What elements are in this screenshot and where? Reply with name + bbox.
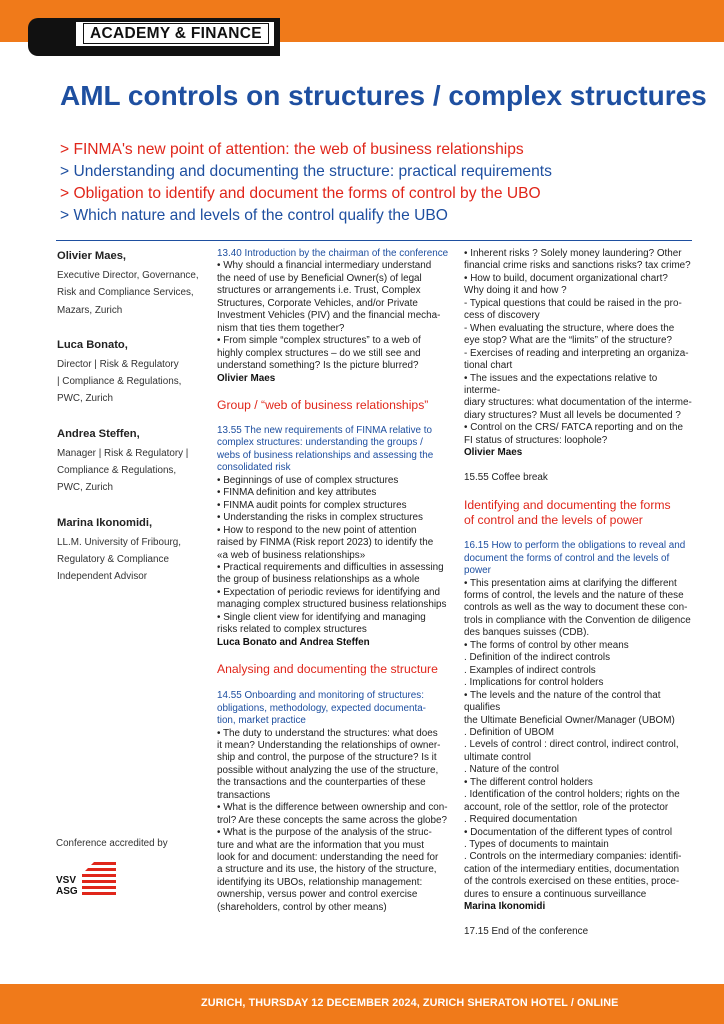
session-line: Why doing it and how ? [464,285,567,297]
speaker-desc: LL.M. University of Fribourg, [57,536,182,548]
speaker-name: Marina Ikonomidi, [57,516,153,529]
session-line: trols in compliance with the Convention de diligence [464,614,691,626]
session-line: tional chart [464,360,513,372]
session-line: (shareholders, control by other means) [217,901,387,913]
session-title: webs of business relationships and assessing the [217,449,434,461]
session-line: account, role of the settlor, role of the protector [464,801,669,813]
speaker-desc: Compliance & Regulations, [57,465,177,477]
speaker-name: Olivier Maes, [57,250,127,262]
session-title: power [464,565,491,577]
session-line: the Ultimate Beneficial Owner/Manager (UBOM) [464,714,675,726]
section-heading: Group / “web of business relationships” [217,397,429,412]
session-line: - Typical questions that could be raised in the pro- [464,297,682,309]
section-heading: Identifying and documenting the forms [464,498,671,513]
session-line: financial crime risks and sanctions risks? tax crime? [464,260,691,272]
session-line: . Levels of control : direct control, indirect control, [464,739,679,751]
session-speaker: Marina Ikonomidi [464,901,546,913]
session-line: it mean? Understanding the relationships of owner- [217,739,441,751]
session-line: . Definition of UBOM [464,726,555,738]
session-line: Investment Vehicles (PIV) and the financial mecha- [217,310,441,322]
session-line: understand something? Is the picture blurred? [217,360,419,372]
session-line: transactions [217,789,271,801]
session-line: • What is the difference between ownership and con- [217,802,448,814]
section-heading: Analysing and documenting the structure [217,662,438,677]
speaker-list [57,248,202,604]
speaker-desc: Risk and Compliance Services, [57,287,194,299]
program-column-right [464,248,692,938]
end-of-conference: 17.15 End of the conference [464,925,589,937]
session-line: managing complex structured business relationships [217,599,447,611]
speaker-card [57,426,202,497]
session-line: nism that ties them together? [217,322,345,334]
speaker-name: Andrea Steffen, [57,427,140,440]
logo-stripe [82,874,116,877]
header-badge-text: ACADEMY & FINANCE [83,23,269,44]
logo-notch [82,860,96,874]
session-line: controls as well as the way to document these con- [464,602,688,614]
session-line: • Why should a financial intermediary understand [217,260,432,272]
session-heading [217,248,449,260]
logo-stripe [82,886,116,889]
session-line: forms of control, the levels and the nature of these [464,589,684,601]
session-line: . Types of documents to maintain [464,839,609,851]
program-column-middle [217,248,449,914]
session-line: . Nature of the control [464,764,559,776]
page-title: AML controls on structures / complex structures [60,80,707,111]
session-line: • Inherent risks ? Solely money laundering? Other [464,248,682,259]
session-time: 13.40 [217,248,242,259]
session-line: . Required documentation [464,814,578,826]
session-line: • The forms of control by other means [464,639,629,651]
session-line: • Expectation of periodic reviews for identifying and [217,586,441,598]
session-line: eye stop? What are the “limits” of the structure? [464,335,673,347]
session-title: complex structures: understanding the groups / [217,437,423,449]
session-line: structures or arrangements i.e. Trust, Complex [217,285,421,297]
session-line: of the controls exercised on these entities, proce- [464,876,680,888]
footer-event-info: ZURICH, THURSDAY 12 DECEMBER 2024, ZURICH SHERATON HOTEL / ONLINE [201,997,619,1009]
session-time: 13.55 [217,424,242,436]
key-points [60,139,552,227]
session-speaker: Olivier Maes [464,447,523,459]
speaker-card [57,515,202,586]
session-heading [464,540,692,552]
session-line: ultimate control [464,751,531,763]
session-speaker: Luca Bonato and Andrea Steffen [217,636,370,648]
vsv-asg-logo [56,860,118,896]
session-line: FI status of structures: loophole? [464,434,608,446]
session-line: . Implications for control holders [464,677,604,689]
accreditation-label: Conference accredited by [56,838,168,849]
session-line: trol? Are these concepts the same across the globe? [217,814,448,826]
session-line: . Controls on the intermediary companies: identifi- [464,851,682,863]
divider [56,240,692,241]
speaker-desc: Regulatory & Compliance [57,553,169,565]
session-title: consolidated risk [217,462,291,474]
session-line: - Exercises of reading and interpreting an organiza- [464,347,689,359]
key-point: > Understanding and documenting the structure: practical requirements [60,163,552,180]
speaker-desc: PWC, Zurich [57,393,113,405]
session-line: • Control on the CRS/ FATCA reporting and on the [464,422,683,434]
speaker-desc: | Compliance & Regulations, [57,376,182,388]
session-title: tion, market practice [217,715,306,727]
key-point: > Which nature and levels of the control qualify the UBO [60,207,448,224]
session-line: look for and document: understanding the need for [217,852,439,864]
session-line: . Definition of the indirect controls [464,652,611,664]
session-line: highly complex structures – do we still see and [217,347,421,359]
session-line: • The issues and the expectations relative to interme- [464,372,658,396]
session-line: • How to respond to the new point of attention [217,524,417,536]
session-time: 14.55 [217,690,242,702]
session-line: • FINMA definition and key attributes [217,487,377,499]
logo-text-vsv: VSV [56,875,77,886]
session-line: the transactions and the counterparties of these [217,777,426,789]
session-line: «a web of business relationships» [217,549,366,561]
speaker-card [57,337,202,408]
session-line: dures to ensure a continuous surveillance [464,888,647,900]
session-line: the group of business relationships as a whole [217,574,420,586]
session-line: ship and control, the purpose of the structure? Is it [217,752,437,764]
session-title: The new requirements of FINMA relative to [244,424,432,436]
session-time: 16.15 [464,540,489,552]
session-title: obligations, methodology, expected documenta- [217,702,426,714]
session-line: ownership, versus power and control exercise [217,889,418,901]
speaker-desc: Executive Director, Governance, [57,270,199,281]
session-heading [217,690,449,702]
session-line: • The duty to understand the structures: what does [217,727,438,739]
speaker-card [57,248,202,319]
session-line: • Practical requirements and difficulties in assessing [217,561,444,573]
session-line: a structure and its use, the history of the structure, [217,864,437,876]
session-line: • Beginnings of use of complex structures [217,474,399,486]
speaker-desc: Independent Advisor [57,571,148,583]
session-line: . Examples of indirect controls [464,664,596,676]
logo-stripe [82,892,116,895]
session-line: • How to build, document organizational chart? [464,272,668,284]
session-line: • The different control holders [464,776,593,788]
speaker-desc: Mazars, Zurich [57,304,123,316]
session-line: diary structures? Must all levels be documented ? [464,409,681,421]
session-line: • From simple “complex structures” to a web of [217,335,421,347]
session-line: Structures, Corporate Vehicles, and/or Private [217,297,418,309]
session-title: Onboarding and monitoring of structures: [244,690,424,702]
session-line: the need of use by Beneficial Owner(s) of legal [217,272,422,284]
session-line: • Documentation of the different types of control [464,826,673,838]
session-line: cess of discovery [464,310,540,322]
session-line: possible without analyzing the use of the structure, [217,764,439,776]
coffee-break: 15.55 Coffee break [464,471,548,483]
session-line: raised by FINMA (Risk report 2023) to identify the [217,537,434,549]
session-line: risks related to complex structures [217,624,367,636]
session-line: • FINMA audit points for complex structures [217,499,407,511]
key-point: > Obligation to identify and document the forms of control by the UBO [60,185,541,202]
session-heading [217,425,449,437]
session-title: Introduction by the chairman of the conference [244,248,449,259]
session-line: cation of the intermediary entities, documentation [464,863,680,875]
logo-stripe [82,880,116,883]
speaker-desc: Manager | Risk & Regulatory | [57,447,189,459]
session-line: identifying its UBOs, relationship management: [217,876,423,888]
session-line: . Identification of the control holders; rights on the [464,789,680,801]
logo-text-asg: ASG [56,886,78,896]
session-line: ture and what are the information that you must [217,839,424,851]
session-title: How to perform the obligations to reveal and [491,540,686,552]
session-line: • This presentation aims at clarifying the different [464,577,677,589]
session-line: diary structures: what documentation of the interme- [464,397,692,409]
session-line: - When evaluating the structure, where does the [464,322,675,334]
session-line: • Understanding the risks in complex structures [217,512,423,524]
speaker-name: Luca Bonato, [57,338,128,351]
session-line: • What is the purpose of the analysis of the struc- [217,827,432,839]
section-heading: of control and the levels of power [464,513,643,528]
session-speaker: Olivier Maes [217,372,276,384]
session-line: • Single client view for identifying and managing [217,611,426,623]
header-badge [76,22,274,46]
session-title: document the forms of control and the levels of [464,552,670,564]
session-line: • The levels and the nature of the control that qualifies [464,689,661,714]
speaker-desc: Director | Risk & Regulatory [57,358,179,370]
key-point: > FINMA's new point of attention: the web of business relationships [60,141,524,158]
speaker-desc: PWC, Zurich [57,482,113,494]
session-line: des banques suisses (CDB). [464,627,590,639]
